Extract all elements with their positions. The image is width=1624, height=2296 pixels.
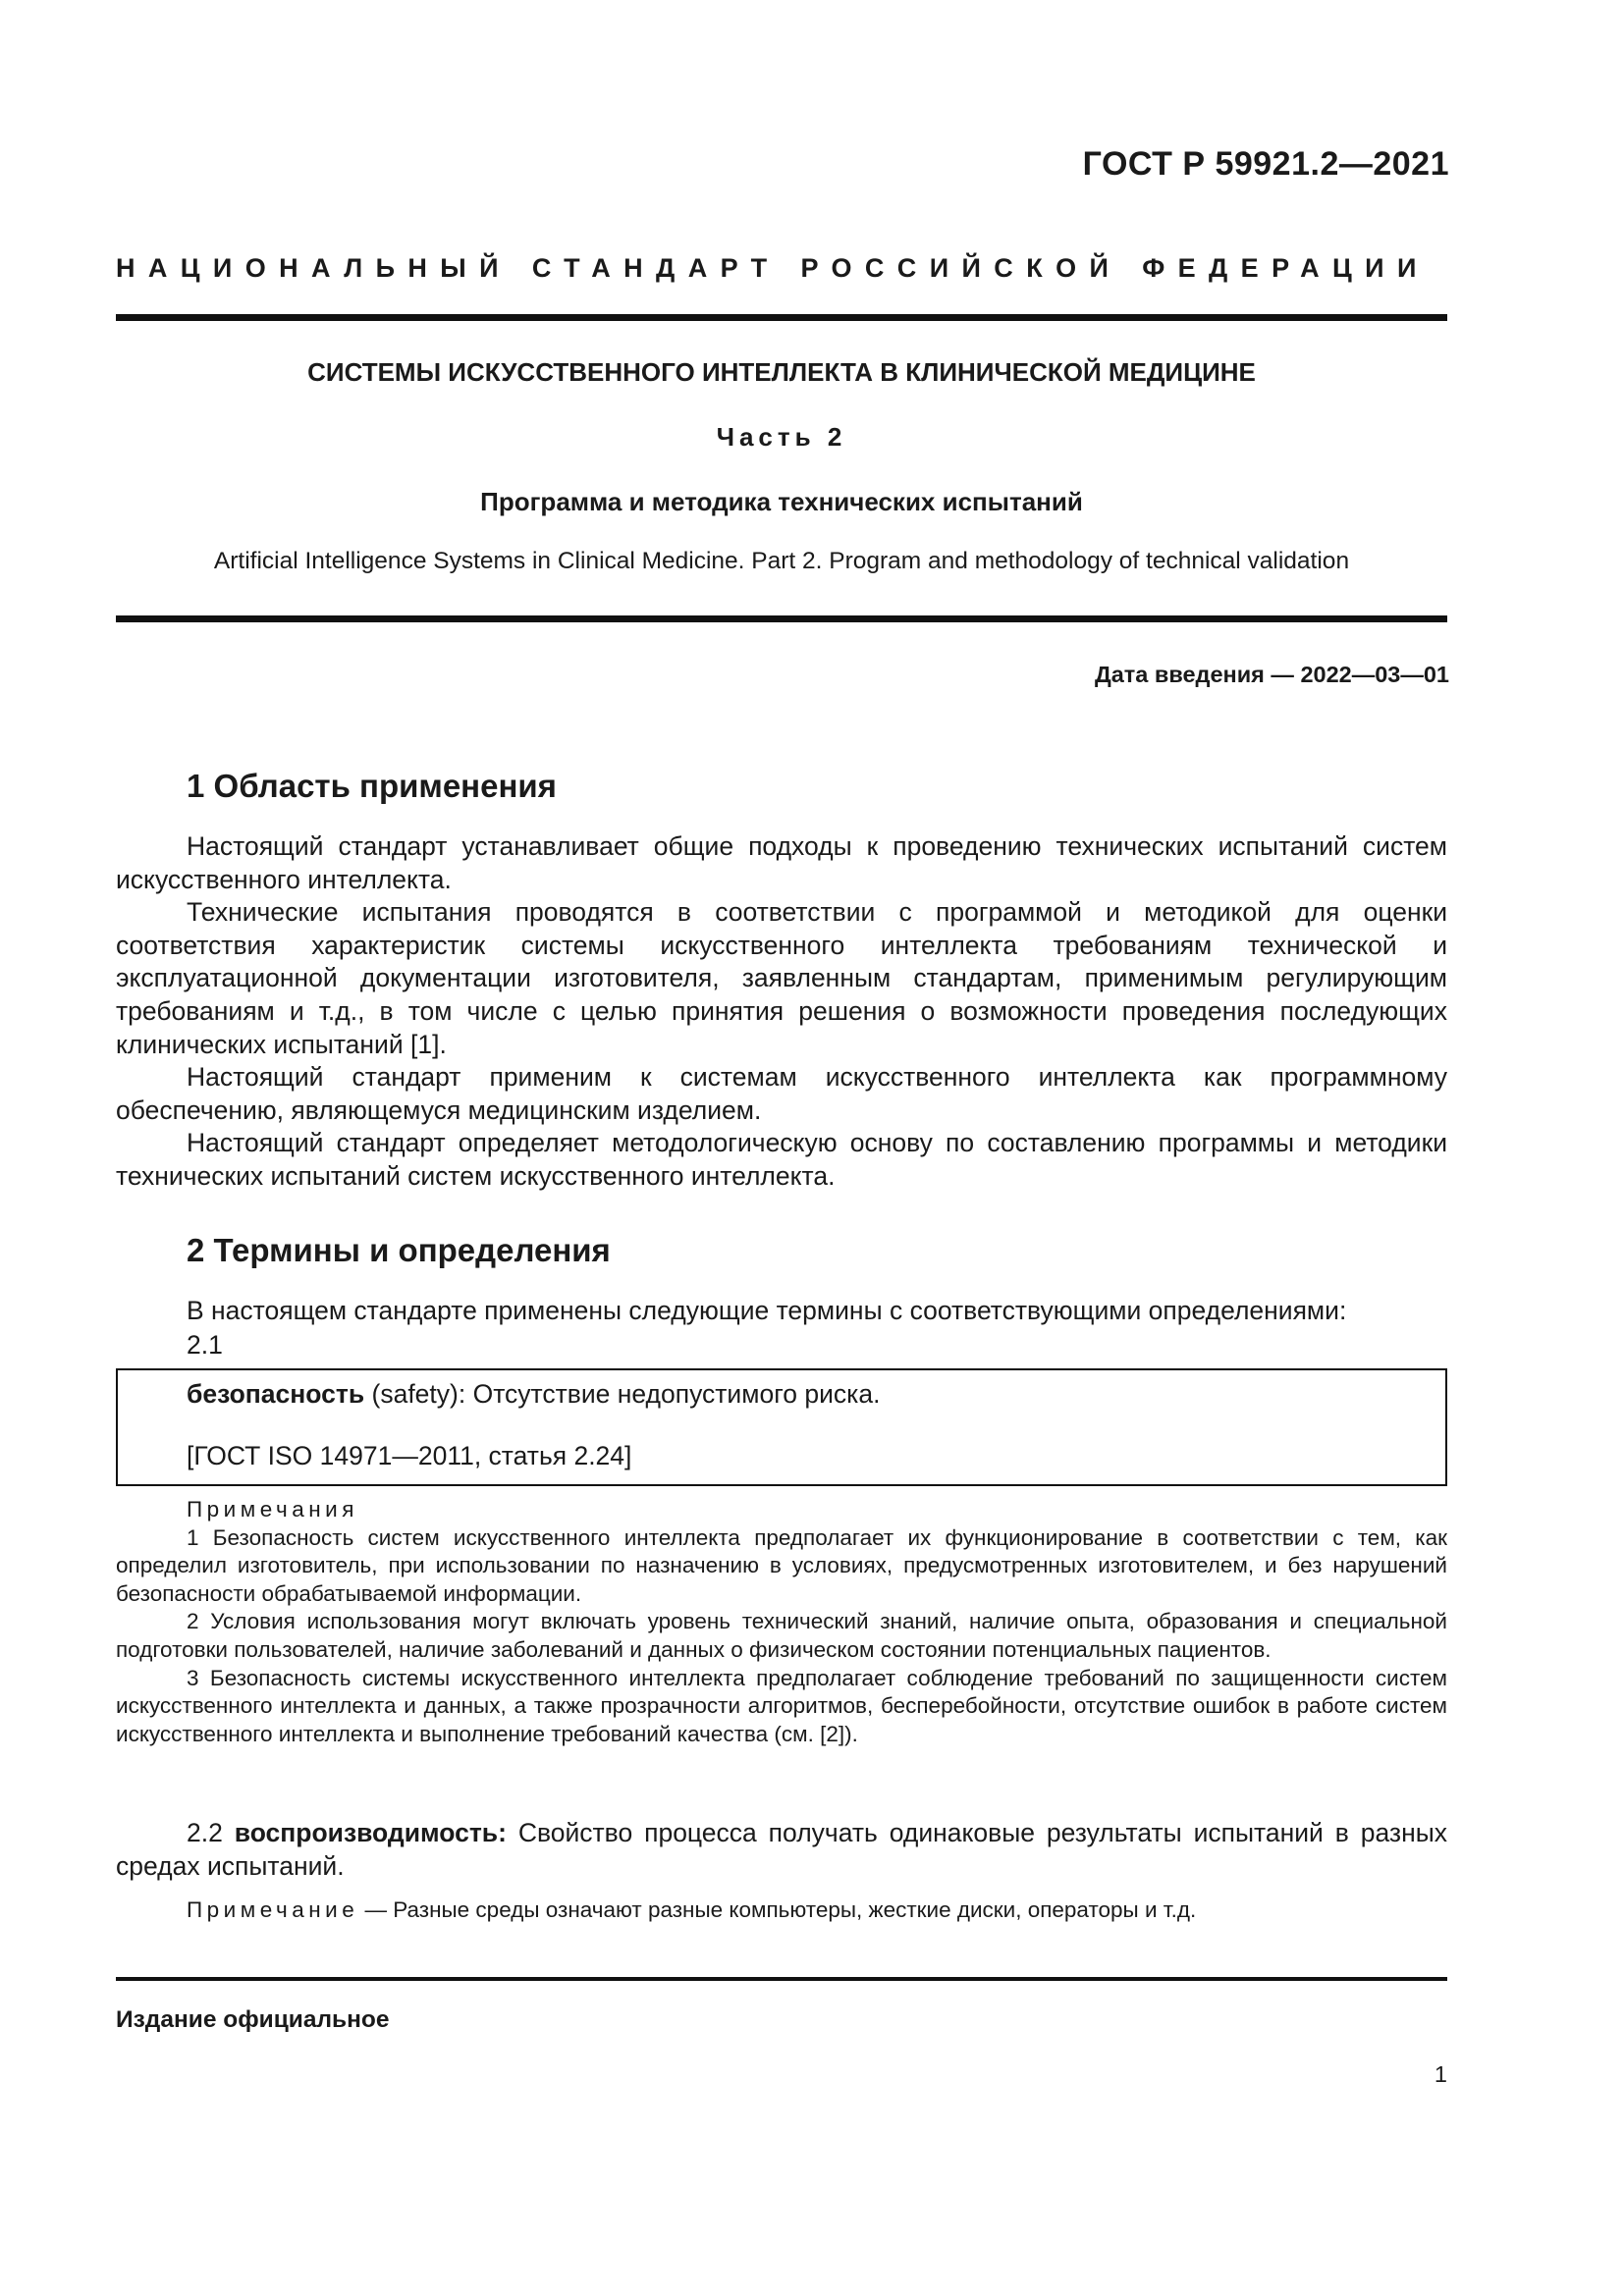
english-title: Artificial Intelligence Systems in Clinical Medicine. Part 2. Program and methodology of technical validation [213,548,1350,574]
official-edition-label: Издание официальное [116,2006,390,2033]
term-text: Отсутствие недопустимого риска. [472,1379,881,1409]
note-label: Примечание [187,1897,359,1922]
term-name: безопасность [187,1379,365,1409]
term-definition [187,1379,880,1410]
footer-rule [116,1977,1447,1981]
paragraph: Технические испытания проводятся в соответствии с программой и методикой для оценки соответствия характеристик системы искусственного интеллекта требованиям технической и эксплуатационной документации изготовителя, заявленным стандартам, применимым регулирующим требованиям и т.д., в том числе с целью принятия решения о возможности проведения последующих клинических испытаний [1]. [116,897,1447,1059]
section-1-body [116,830,1447,1194]
note-item: 1 Безопасность систем искусственного интеллекта предполагает их функционирование в соответствии с тем, как определил изготовитель, при использовании по назначению в условиях, предусмотренных изготовителем, и без нарушений безопасности обрабатываемой информации. [116,1524,1447,1606]
term-2-2-number: 2.2 [187,1818,235,1847]
term-english: (safety): [364,1379,473,1409]
note-item: 3 Безопасность системы искусственного интеллекта предполагает соблюдение требований по защищенности систем искусственного интеллекта и данных, а также прозрачности алгоритмов, бесперебойности, отсутствие ошибок в работе систем искусственного интеллекта и выполнение требований качества (см. [2]). [116,1665,1447,1746]
notes-label: Примечания [187,1497,358,1522]
note-text: — Разные среды означают разные компьютеры, жесткие диски, операторы и т.д. [358,1897,1197,1922]
paragraph: Настоящий стандарт устанавливает общие подходы к проведению технических испытаний систем искусственного интеллекта. [116,831,1447,894]
term-2-2-name: воспроизводимость: [234,1818,507,1847]
document-title: СИСТЕМЫ ИСКУССТВЕННОГО ИНТЕЛЛЕКТА В КЛИНИЧЕСКОЙ МЕДИЦИНЕ [307,357,1256,387]
top-rule [116,314,1447,321]
term-reference: [ГОСТ ISO 14971—2011, статья 2.24] [187,1441,632,1470]
paragraph: Настоящий стандарт определяет методологическую основу по составлению программы и методики технических испытаний систем искусственного интеллекта. [116,1128,1447,1191]
national-standard-line: НАЦИОНАЛЬНЫЙ СТАНДАРТ РОССИЙСКОЙ ФЕДЕРАЦИИ [116,253,1430,283]
term-2-2-definition: Свойство процесса получать одинаковые результаты испытаний в разных средах испытаний. [116,1818,1447,1881]
title-rule [116,615,1447,622]
standard-number: ГОСТ Р 59921.2—2021 [1082,145,1449,183]
document-subtitle: Программа и методика технических испытаний [480,487,1083,516]
note-item: 2 Условия использования могут включать уровень технический знаний, наличие опыта, образования и специальной подготовки пользователей, наличие заболеваний и данных о физическом состоянии потенциальных пациентов. [116,1609,1447,1662]
term-number: 2.1 [187,1330,223,1360]
term-2-2 [116,1817,1447,1883]
note-2-2 [116,1896,1447,1925]
section-2-heading: 2 Термины и определения [187,1232,611,1268]
introduction-date: Дата введения — 2022—03—01 [1094,662,1449,687]
part-title: Часть 2 [716,422,847,452]
paragraph: Настоящий стандарт применим к системам искусственного интеллекта как программному обеспечению, являющемуся медицинским изделием. [116,1062,1447,1125]
page-number: 1 [1434,2061,1447,2087]
section-1-heading: 1 Область применения [187,768,557,804]
notes-block [116,1496,1447,1748]
section-2-intro: В настоящем стандарте применены следующие термины с соответствующими определениями: [187,1296,1347,1325]
